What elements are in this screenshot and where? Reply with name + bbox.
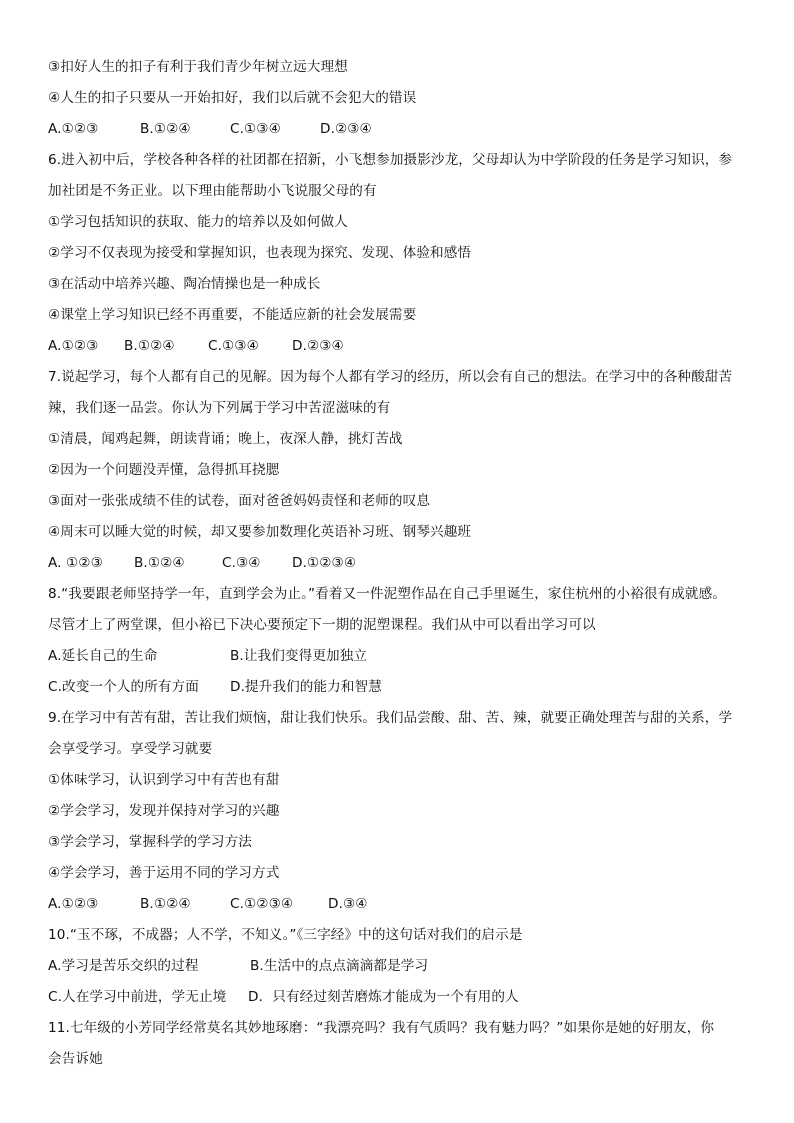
question-6-stem: 6.进入初中后，学校各种各样的社团都在招新，小飞想参加摄影沙龙，父母却认为中学阶段的任务是学习知识，参	[48, 152, 733, 168]
q6-statement-3: ③在活动中培养兴趣、陶冶情操也是一种成长	[48, 276, 321, 292]
option-b: B.让我们变得更加独立	[230, 648, 368, 664]
answer-options-q10-row1	[48, 956, 778, 976]
option-b: B.①②④	[140, 896, 191, 912]
option-c: C.①③④	[230, 121, 281, 137]
q7-statement-1: ①清晨，闻鸡起舞，朗读背诵；晚上，夜深人静，挑灯苦战	[48, 431, 403, 447]
option-c: C.①③④	[208, 338, 259, 354]
question-7-stem-cont: 辣，我们逐一品尝。你认为下列属于学习中苦涩滋味的有	[48, 400, 391, 416]
option-c: C.③④	[222, 555, 261, 571]
option-a: A.①②③	[48, 896, 99, 912]
option-a: A.学习是苦乐交织的过程	[48, 958, 199, 974]
answer-options-q8-row2	[48, 677, 778, 697]
option-d: D.提升我们的能力和智慧	[230, 679, 382, 695]
statement-4: ④人生的扣子只要从一开始扣好，我们以后就不会犯大的错误	[48, 90, 417, 106]
question-11-stem-cont: 会告诉她	[48, 1051, 103, 1067]
question-8-stem-cont: 尽管才上了两堂课，但小裕已下决心要预定下一期的泥塑课程。我们从中可以看出学习可以	[48, 617, 596, 633]
q6-statement-1: ①学习包括知识的获取、能力的培养以及如何做人	[48, 214, 348, 230]
option-b: B.①②④	[134, 555, 185, 571]
answer-options-q10-row2	[48, 987, 778, 1007]
answer-options-q5	[48, 119, 778, 139]
question-8-stem: 8.“我要跟老师坚持学一年，直到学会为止。”看着又一件泥塑作品在自己手里诞生，家住杭州的小裕很有成就感。	[48, 586, 726, 602]
option-c: C.改变一个人的所有方面	[48, 679, 199, 695]
option-d: D．只有经过刻苦磨炼才能成为一个有用的人	[248, 989, 519, 1005]
option-a: A.①②③	[48, 121, 99, 137]
option-b: B.生活中的点点滴滴都是学习	[250, 958, 429, 974]
question-9-stem-cont: 会享受学习。享受学习就要	[48, 741, 213, 757]
option-d: D.②③④	[320, 121, 372, 137]
q9-statement-4: ④学会学习，善于运用不同的学习方式	[48, 865, 280, 881]
q9-statement-3: ③学会学习，掌握科学的学习方法	[48, 834, 252, 850]
option-c: C.①②③④	[230, 896, 294, 912]
q9-statement-1: ①体味学习，认识到学习中有苦也有甜	[48, 772, 280, 788]
option-a: A. ①②③	[48, 555, 103, 571]
option-b: B.①②④	[140, 121, 191, 137]
answer-options-q6	[48, 336, 778, 356]
option-b: B.①②④	[124, 338, 175, 354]
question-9-stem: 9.在学习中有苦有甜，苦让我们烦恼，甜让我们快乐。我们品尝酸、甜、苦、辣，就要正确处理苦与甜的关系，学	[48, 710, 733, 726]
question-10-stem: 10.“玉不琢，不成器；人不学，不知义。”《三字经》中的这句话对我们的启示是	[48, 927, 523, 943]
question-11-stem: 11.七年级的小芳同学经常莫名其妙地琢磨：“我漂亮吗？我有气质吗？我有魅力吗？”如果你是她的好朋友，你	[48, 1020, 715, 1036]
q9-statement-2: ②学会学习，发现并保持对学习的兴趣	[48, 803, 280, 819]
answer-options-q8-row1	[48, 646, 778, 666]
option-d: D.①②③④	[292, 555, 357, 571]
option-a: A.①②③	[48, 338, 99, 354]
q7-statement-2: ②因为一个问题没弄懂，急得抓耳挠腮	[48, 462, 280, 478]
q6-statement-2: ②学习不仅表现为接受和掌握知识，也表现为探究、发现、体验和感悟	[48, 245, 472, 261]
q7-statement-4: ④周末可以睡大觉的时候，却又要参加数理化英语补习班、钢琴兴趣班	[48, 524, 472, 540]
statement-3: ③扣好人生的扣子有利于我们青少年树立远大理想	[48, 59, 348, 75]
option-a: A.延长自己的生命	[48, 648, 158, 664]
option-c: C.人在学习中前进，学无止境	[48, 989, 227, 1005]
q7-statement-3: ③面对一张张成绩不佳的试卷，面对爸爸妈妈责怪和老师的叹息	[48, 493, 431, 509]
answer-options-q9	[48, 894, 778, 914]
q6-statement-4: ④课堂上学习知识已经不再重要，不能适应新的社会发展需要	[48, 307, 417, 323]
question-6-stem-cont: 加社团是不务正业。以下理由能帮助小飞说服父母的有	[48, 183, 377, 199]
option-d: D.③④	[328, 896, 368, 912]
option-d: D.②③④	[292, 338, 344, 354]
answer-options-q7	[48, 553, 778, 573]
question-7-stem: 7.说起学习，每个人都有自己的见解。因为每个人都有学习的经历，所以会有自己的想法。在学习中的各种酸甜苦	[48, 369, 733, 385]
